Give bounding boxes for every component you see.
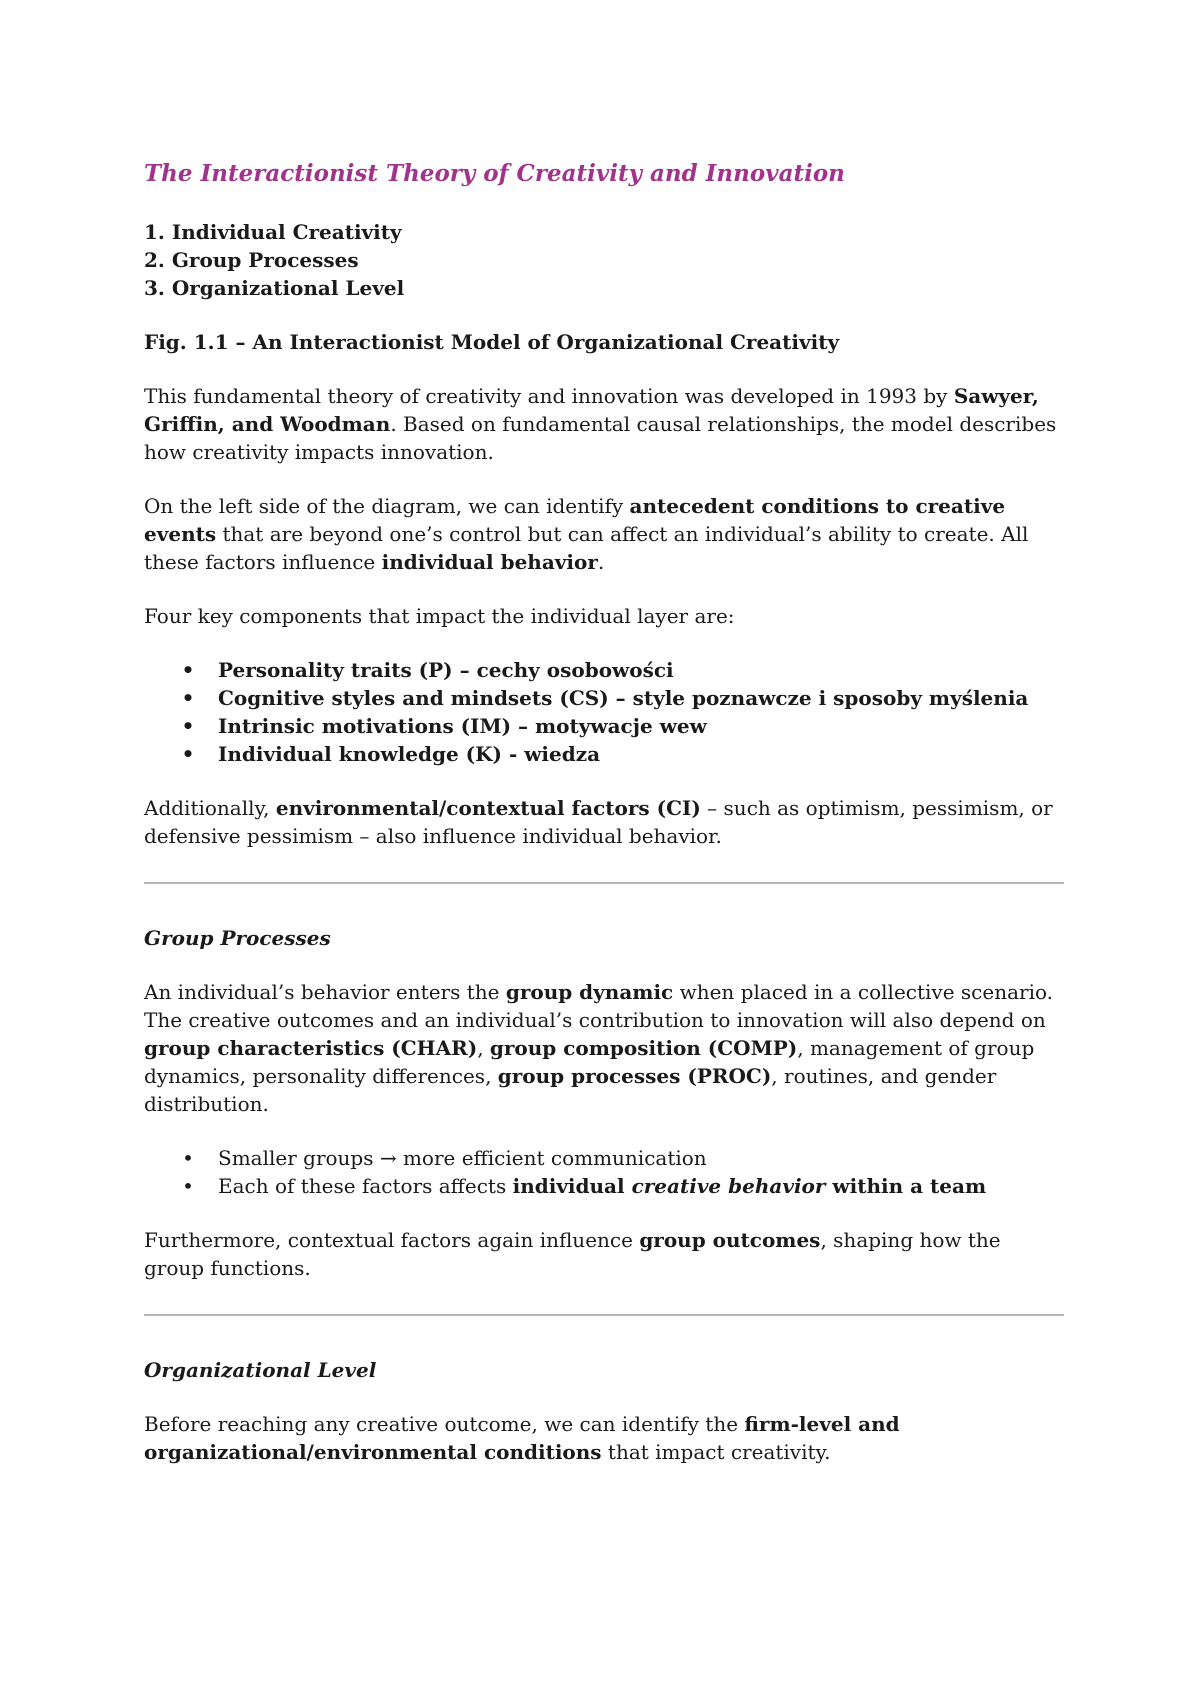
additionally-text: Additionally, (144, 796, 276, 820)
group-outcomes-bold: group outcomes (639, 1228, 821, 1252)
list-item-text: Smaller groups → more efficient communication (218, 1146, 707, 1170)
group-text: when placed in a collective scenario. The creative outcomes and an individual’s contribution to innovation will also depend on (144, 980, 1054, 1032)
group-outcomes-text: , shaping how the group functions. (144, 1228, 1001, 1280)
bullet-icon: • (181, 714, 195, 738)
group-bold: group dynamic (505, 980, 674, 1004)
components-list (144, 656, 1064, 768)
outline-item: 2. Group Processes (144, 248, 359, 272)
group-text: An individual’s behavior enters the (144, 980, 506, 1004)
bullet-icon: • (181, 742, 195, 766)
figure-caption: Fig. 1.1 – An Interactionist Model of Organizational Creativity (144, 330, 840, 354)
section-divider (144, 1314, 1064, 1316)
additionally-text: – such as optimism, pessimism, or defensive pessimism – also influence individual behavior. (144, 796, 1053, 848)
outline-list (144, 218, 1064, 302)
group-text: , (477, 1036, 490, 1060)
left-side-text: . (597, 550, 605, 574)
list-item-text: Cognitive styles and mindsets (CS) – style poznawcze i sposoby myślenia (218, 686, 1029, 710)
left-side-paragraph (144, 492, 1064, 576)
list-item (181, 740, 1064, 768)
org-text: Before reaching any creative outcome, we can identify the (144, 1412, 745, 1436)
bullet-icon: • (181, 686, 195, 710)
additionally-bold: environmental/contextual factors (CI) (275, 796, 701, 820)
group-bullet-list (144, 1144, 1064, 1200)
document-body (144, 158, 1064, 1492)
group-text: , management of group dynamics, personality differences, (144, 1036, 1035, 1088)
left-side-text: On the left side of the diagram, we can identify (144, 494, 630, 518)
group-outcomes-paragraph (144, 1226, 1064, 1282)
document-title: The Interactionist Theory of Creativity and Innovation (144, 160, 845, 187)
list-item (182, 1172, 1064, 1200)
group-bold: group processes (PROC) (497, 1064, 772, 1088)
list-item-bold: within a team (825, 1174, 987, 1198)
list-item (181, 684, 1064, 712)
intro-paragraph (144, 382, 1064, 466)
group-outcomes-text: Furthermore, contextual factors again influence (144, 1228, 640, 1252)
list-item-text: Each of these factors affects (218, 1174, 513, 1198)
group-processes-heading: Group Processes (144, 926, 331, 950)
left-side-bold: antecedent conditions to creative events (144, 494, 1006, 546)
bullet-icon: • (182, 1174, 194, 1198)
intro-authors: Sawyer, Griffin, and Woodman (144, 384, 1039, 436)
org-paragraph (144, 1410, 1064, 1466)
group-text: , routines, and gender distribution. (144, 1064, 997, 1116)
bullet-icon: • (182, 1146, 194, 1170)
intro-text: . Based on fundamental causal relationships, the model describes how creativity impacts innovation. (144, 412, 1057, 464)
additionally-paragraph (144, 794, 1064, 850)
components-intro: Four key components that impact the individual layer are: (144, 604, 735, 628)
intro-text: This fundamental theory of creativity and innovation was developed in 1993 by (144, 384, 954, 408)
outline-item: 1. Individual Creativity (144, 220, 402, 244)
left-side-text: that are beyond one’s control but can affect an individual’s ability to create. All these factors influence (144, 522, 1029, 574)
list-item-text: Individual knowledge (K) - wiedza (218, 742, 601, 766)
list-item (181, 656, 1064, 684)
organizational-level-heading: Organizational Level (144, 1358, 377, 1382)
section-divider (144, 882, 1064, 884)
org-bold: firm-level and organizational/environmental conditions (144, 1412, 900, 1464)
list-item-text: Intrinsic motivations (IM) – motywacje wew (218, 714, 707, 738)
list-item-text: Personality traits (P) – cechy osobowości (218, 658, 674, 682)
org-text: that impact creativity. (601, 1440, 831, 1464)
group-bold: group composition (COMP) (489, 1036, 798, 1060)
group-paragraph (144, 978, 1064, 1118)
left-side-bold: individual behavior (381, 550, 598, 574)
list-item-bold-italic: creative behavior (631, 1174, 826, 1198)
bullet-icon: • (181, 658, 195, 682)
list-item (181, 712, 1064, 740)
list-item-bold: individual (512, 1174, 632, 1198)
outline-item: 3. Organizational Level (144, 276, 405, 300)
group-bold: group characteristics (CHAR) (144, 1036, 478, 1060)
list-item (182, 1144, 1064, 1172)
